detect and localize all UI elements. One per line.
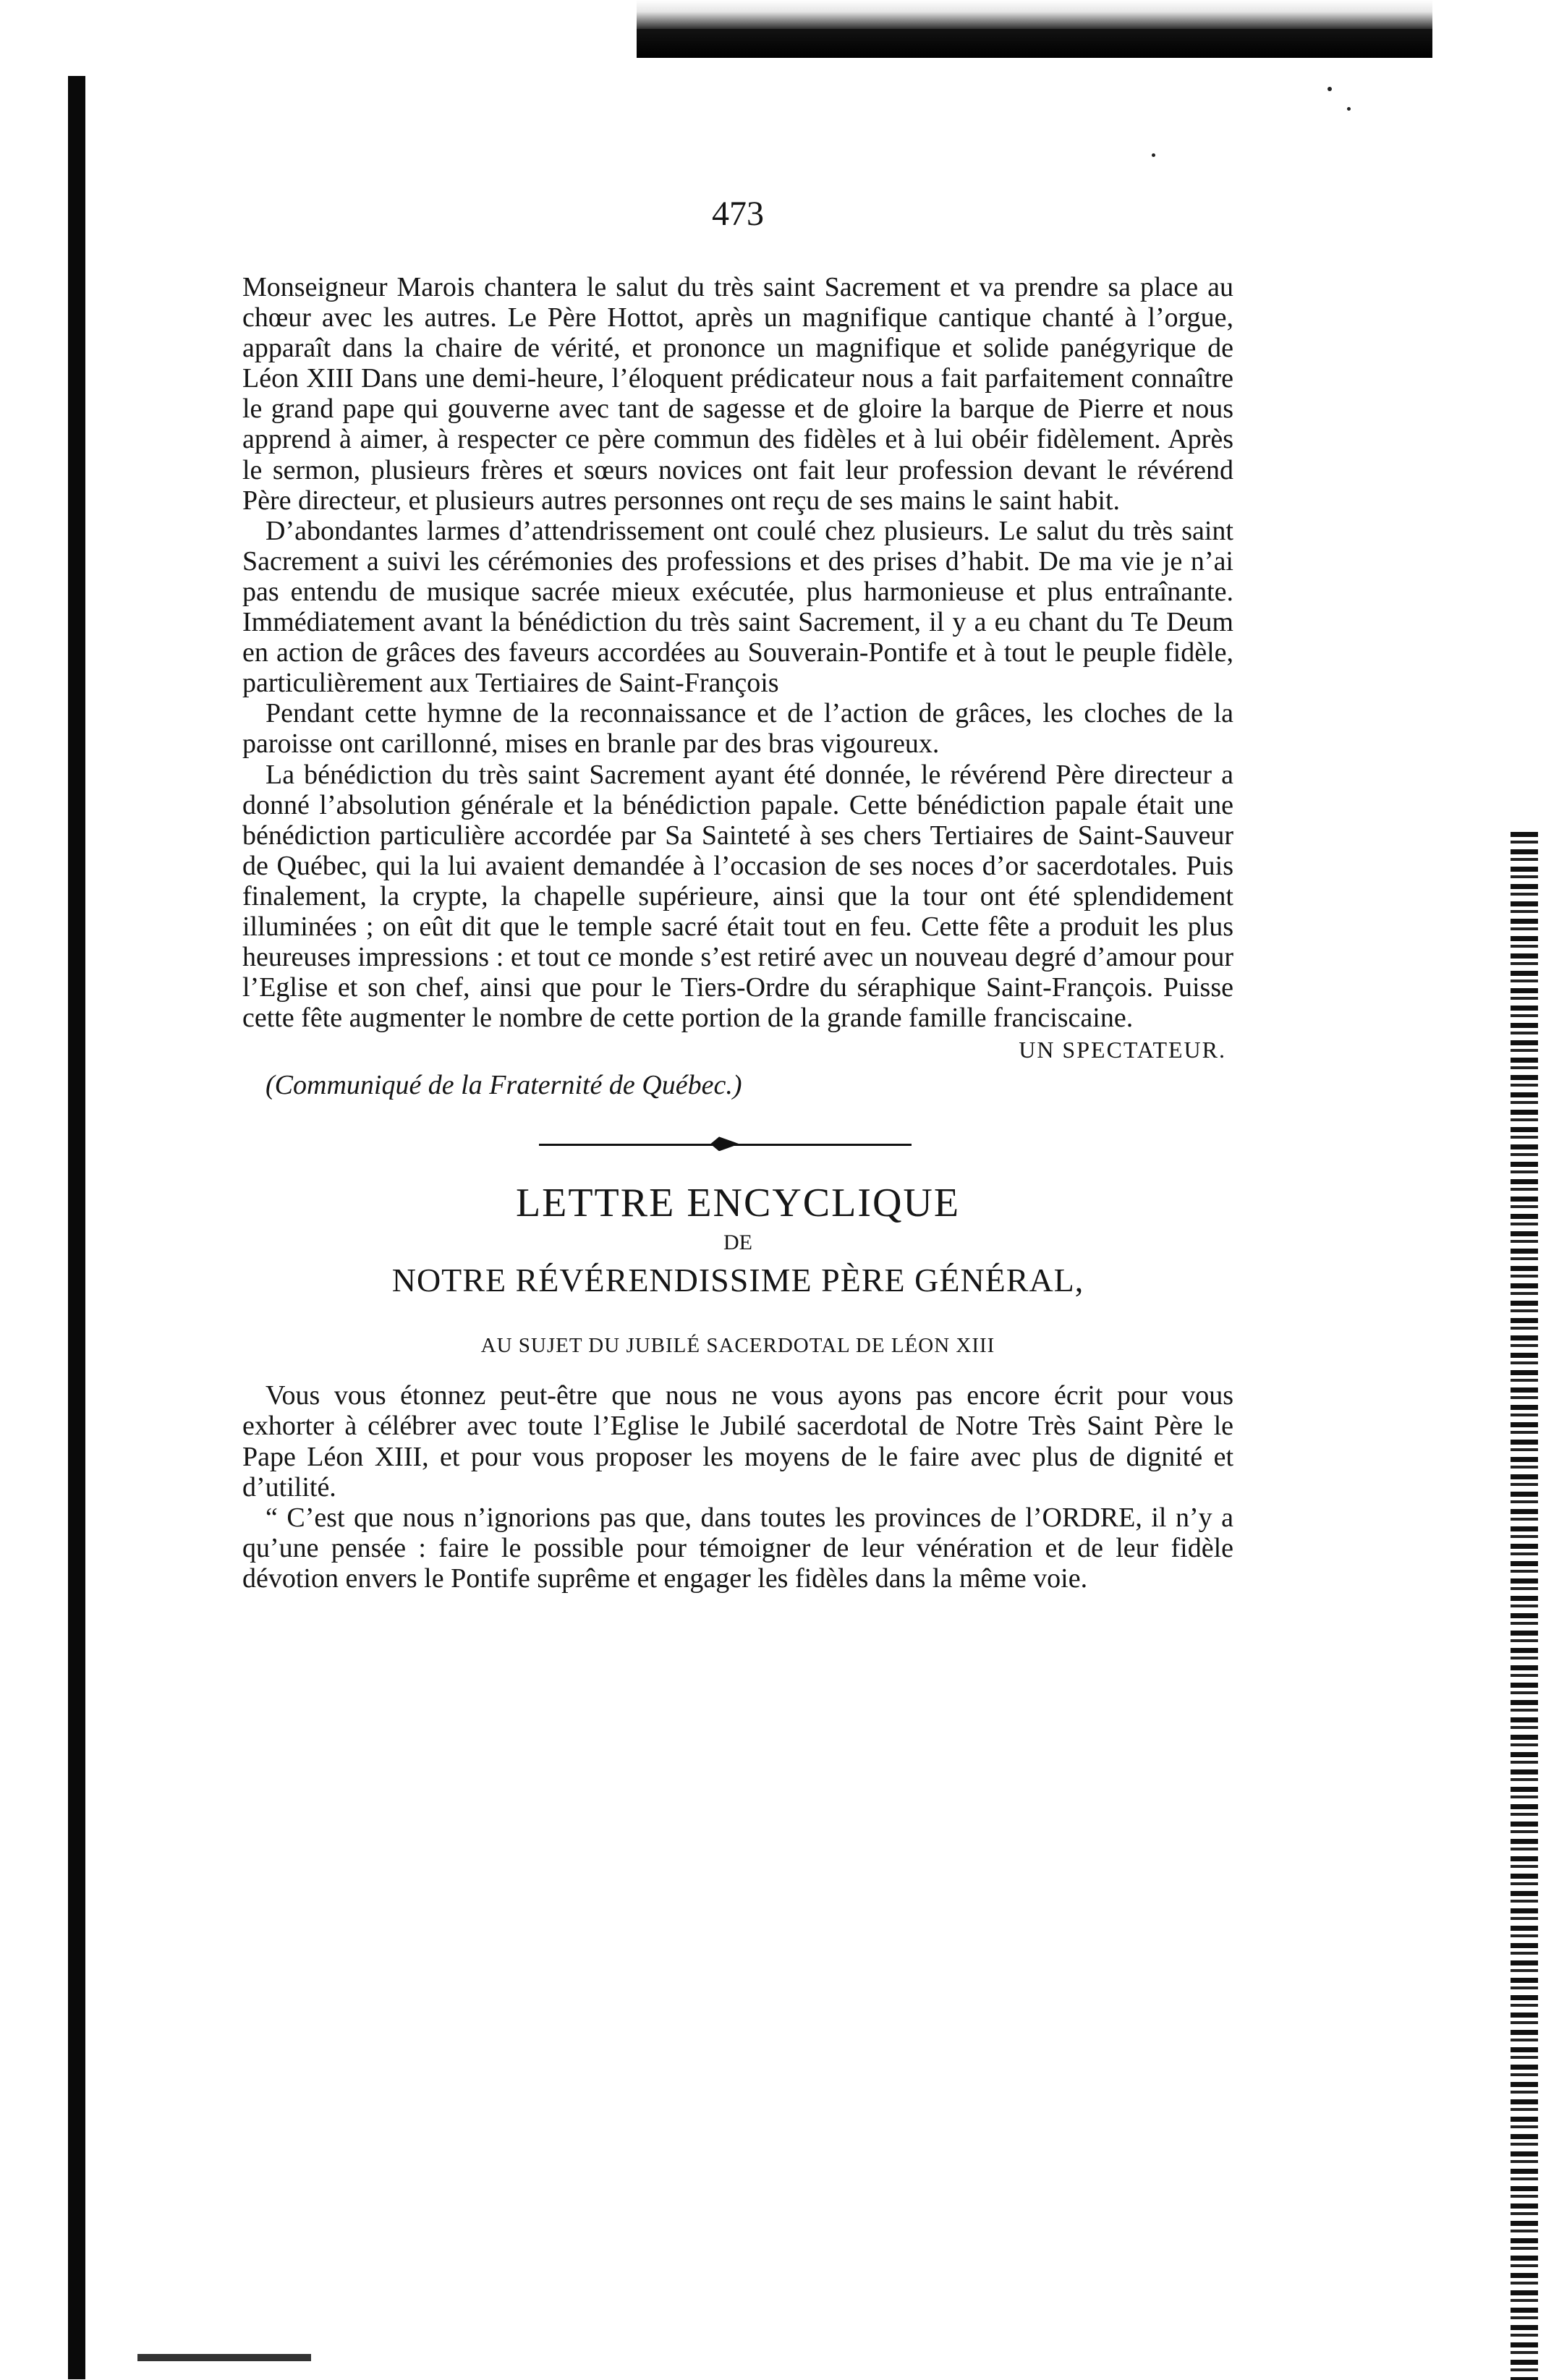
scan-left-binding-edge: [68, 76, 85, 2379]
section-ornament: [242, 1123, 1233, 1166]
source-note: (Communiqué de la Fraternité de Québec.): [266, 1070, 742, 1101]
heading-connector: DE: [723, 1231, 752, 1255]
body-paragraph: Vous vous étonnez peut-être que nous ne vous ayons pas encore écrit pour vous exhorter à célébrer avec toute l’Eglise le Jubilé sacerdotal de Notre Très Saint Père le Pape Léon XIII, et pour vous proposer les moyens de le faire avec plus de dignité et d’utilité.: [242, 1380, 1233, 1503]
body-paragraph: D’abondantes larmes d’attendrissement ont coulé chez plusieurs. Le salut du très saint Sacrement a suivi les cérémonies des professions et des prises d’habit. De ma vie je n’ai pas entendu de musique sacrée mieux exécutée, plus harmonieuse et plus entraînante. Immédiatement avant la bénédiction du très saint Sacrement, il y a eu chant du Te Deum en action de grâces des faveurs accordées au Souverain-Pontife et à tout le peuple fidèle, particulièrement aux Tertiaires de Saint-François: [242, 515, 1233, 699]
body-paragraph: Monseigneur Marois chantera le salut du très saint Sacrement et va prendre sa place au chœur avec les autres. Le Père Hottot, après un magnifique cantique chanté à l’orgue, apparaît dans la chaire de vérité, et prononce un magnifique et solide panégyrique de Léon XIII Dans une demi-heure, l’éloquent prédicateur nous a fait parfaitement connaître le grand pape qui gouverne avec tant de sagesse et de gloire la barque de Pierre et nous apprend à aimer, à respecter ce père commun des fidèles et à lui obéir fidèlement. Après le sermon, plusieurs frères et sœurs novices ont fait leur profession devant le révérend Père directeur, et plusieurs autres personnes ont reçu de ses mains le saint habit.: [242, 272, 1233, 516]
heading-title: LETTRE ENCYCLIQUE: [515, 1181, 961, 1226]
body-paragraph: “ C’est que nous n’ignorions pas que, dans toutes les provinces de l’ORDRE, il n’y a qu’une pensée : faire le possible pour témoigner de leur vénération et de leur fidèle dévotion envers le Pontife suprême et engager les fidèles dans la même voie.: [242, 1502, 1233, 1594]
body-paragraph: Pendant cette hymne de la reconnaissance et de l’action de grâces, les cloches de la paroisse ont carillonné, mises en branle par des bras vigoureux.: [242, 698, 1233, 760]
scan-speck: [1347, 107, 1351, 111]
scan-bottom-mark: [137, 2354, 311, 2361]
signature: UN SPECTATEUR.: [1019, 1037, 1226, 1063]
scan-top-line: [637, 29, 1432, 33]
body-paragraph: La bénédiction du très saint Sacrement ayant été donnée, le révérend Père directeur a donné l’absolution générale et la bénédiction papale. Cette bénédiction papale était une bénédiction particulière accordée par Sa Sainteté à ses chers Tertiaires de Saint-Sauveur de Québec, qui la lui avaient demandée à l’occasion de ses noces d’or sacerdotales. Puis finalement, la crypte, la chapelle supérieure, ainsi que la tour ont été splendidement illuminées ; on eût dit que le temple sacré était tout en feu. Cette fête a produit les plus heureuses impressions : et tout ce monde s’est retiré avec un nouveau degré d’amour pour l’Eglise et son chef, ainsi que pour le Tiers-Ordre du séraphique Saint-François. Puisse cette fête augmenter le nombre de cette portion de la grande famille franciscaine.: [242, 759, 1233, 1034]
scan-speck: [1152, 153, 1155, 157]
scan-speck: [1328, 87, 1332, 91]
heading-subject: AU SUJET DU JUBILÉ SACERDOTAL DE LÉON XIII: [480, 1334, 995, 1358]
book-page: [242, 192, 1233, 1594]
ornament-fleuron-icon: [710, 1136, 739, 1151]
heading-subtitle: NOTRE RÉVÉRENDISSIME PÈRE GÉNÉRAL,: [391, 1262, 1084, 1299]
page-number: 473: [712, 195, 764, 233]
scan-right-edge-noise: [1511, 832, 1538, 2380]
